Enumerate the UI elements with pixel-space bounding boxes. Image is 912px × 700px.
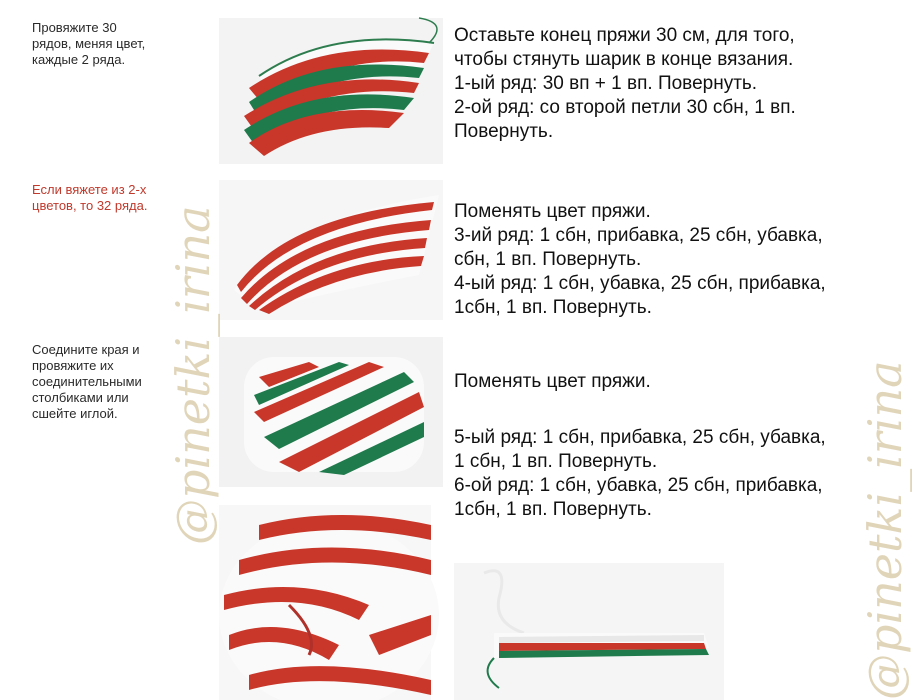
instruction-line: 1сбн, 1 вп. Повернуть. [454,499,652,520]
instruction-line: Оставьте конец пряжи 30 см, для того, [454,25,795,46]
instruction-line: 1-ый ряд: 30 вп + 1 вп. Повернуть. [454,73,758,94]
caption-note-two-colors: Если вяжете из 2-х цветов, то 32 ряда. [32,182,148,213]
photo-row-1-knitting [219,18,443,164]
instructions-block-start [454,24,796,144]
instruction-line: чтобы стянуть шарик в конце вязания. [454,49,794,70]
instruction-line: Поменять цвет пряжи. [454,371,651,392]
instruction-line: Поменять цвет пряжи. [454,201,651,222]
caption-step-1: Провяжите 30 рядов, меняя цвет, каждые 2 ряда. [32,20,146,67]
photo-joined-tube [219,337,443,487]
photo-long-strip [454,563,724,700]
instruction-line: 3-ий ряд: 1 сбн, прибавка, 25 сбн, убавка, [454,225,823,246]
instruction-line: Повернуть. [454,121,554,142]
instructions-block-rows-5-6 [454,426,826,522]
watermark-right: @pinetki_irina [858,360,912,700]
instruction-line: 6-ой ряд: 1 сбн, убавка, 25 сбн, прибавка, [454,475,823,496]
photo-ball-closeup [219,505,431,700]
instruction-line: сбн, 1 вп. Повернуть. [454,249,642,270]
instructions-block-color-change [454,370,651,394]
instruction-line: 1сбн, 1 вп. Повернуть. [454,297,652,318]
caption-step-join: Соедините края и провяжите их соединительными столбиками или сшейте иглой. [32,342,142,421]
instruction-line: 4-ый ряд: 1 сбн, убавка, 25 сбн, прибавка, [454,273,826,294]
instructions-block-rows-3-4 [454,200,826,320]
instruction-line: 2-ой ряд: со второй петли 30 сбн, 1 вп. [454,97,796,118]
watermark-left: @pinetki_irina [166,205,220,545]
photo-red-white-knitting [219,180,443,320]
instruction-line: 5-ый ряд: 1 сбн, прибавка, 25 сбн, убавка, [454,427,826,448]
instruction-line: 1 сбн, 1 вп. Повернуть. [454,451,658,472]
